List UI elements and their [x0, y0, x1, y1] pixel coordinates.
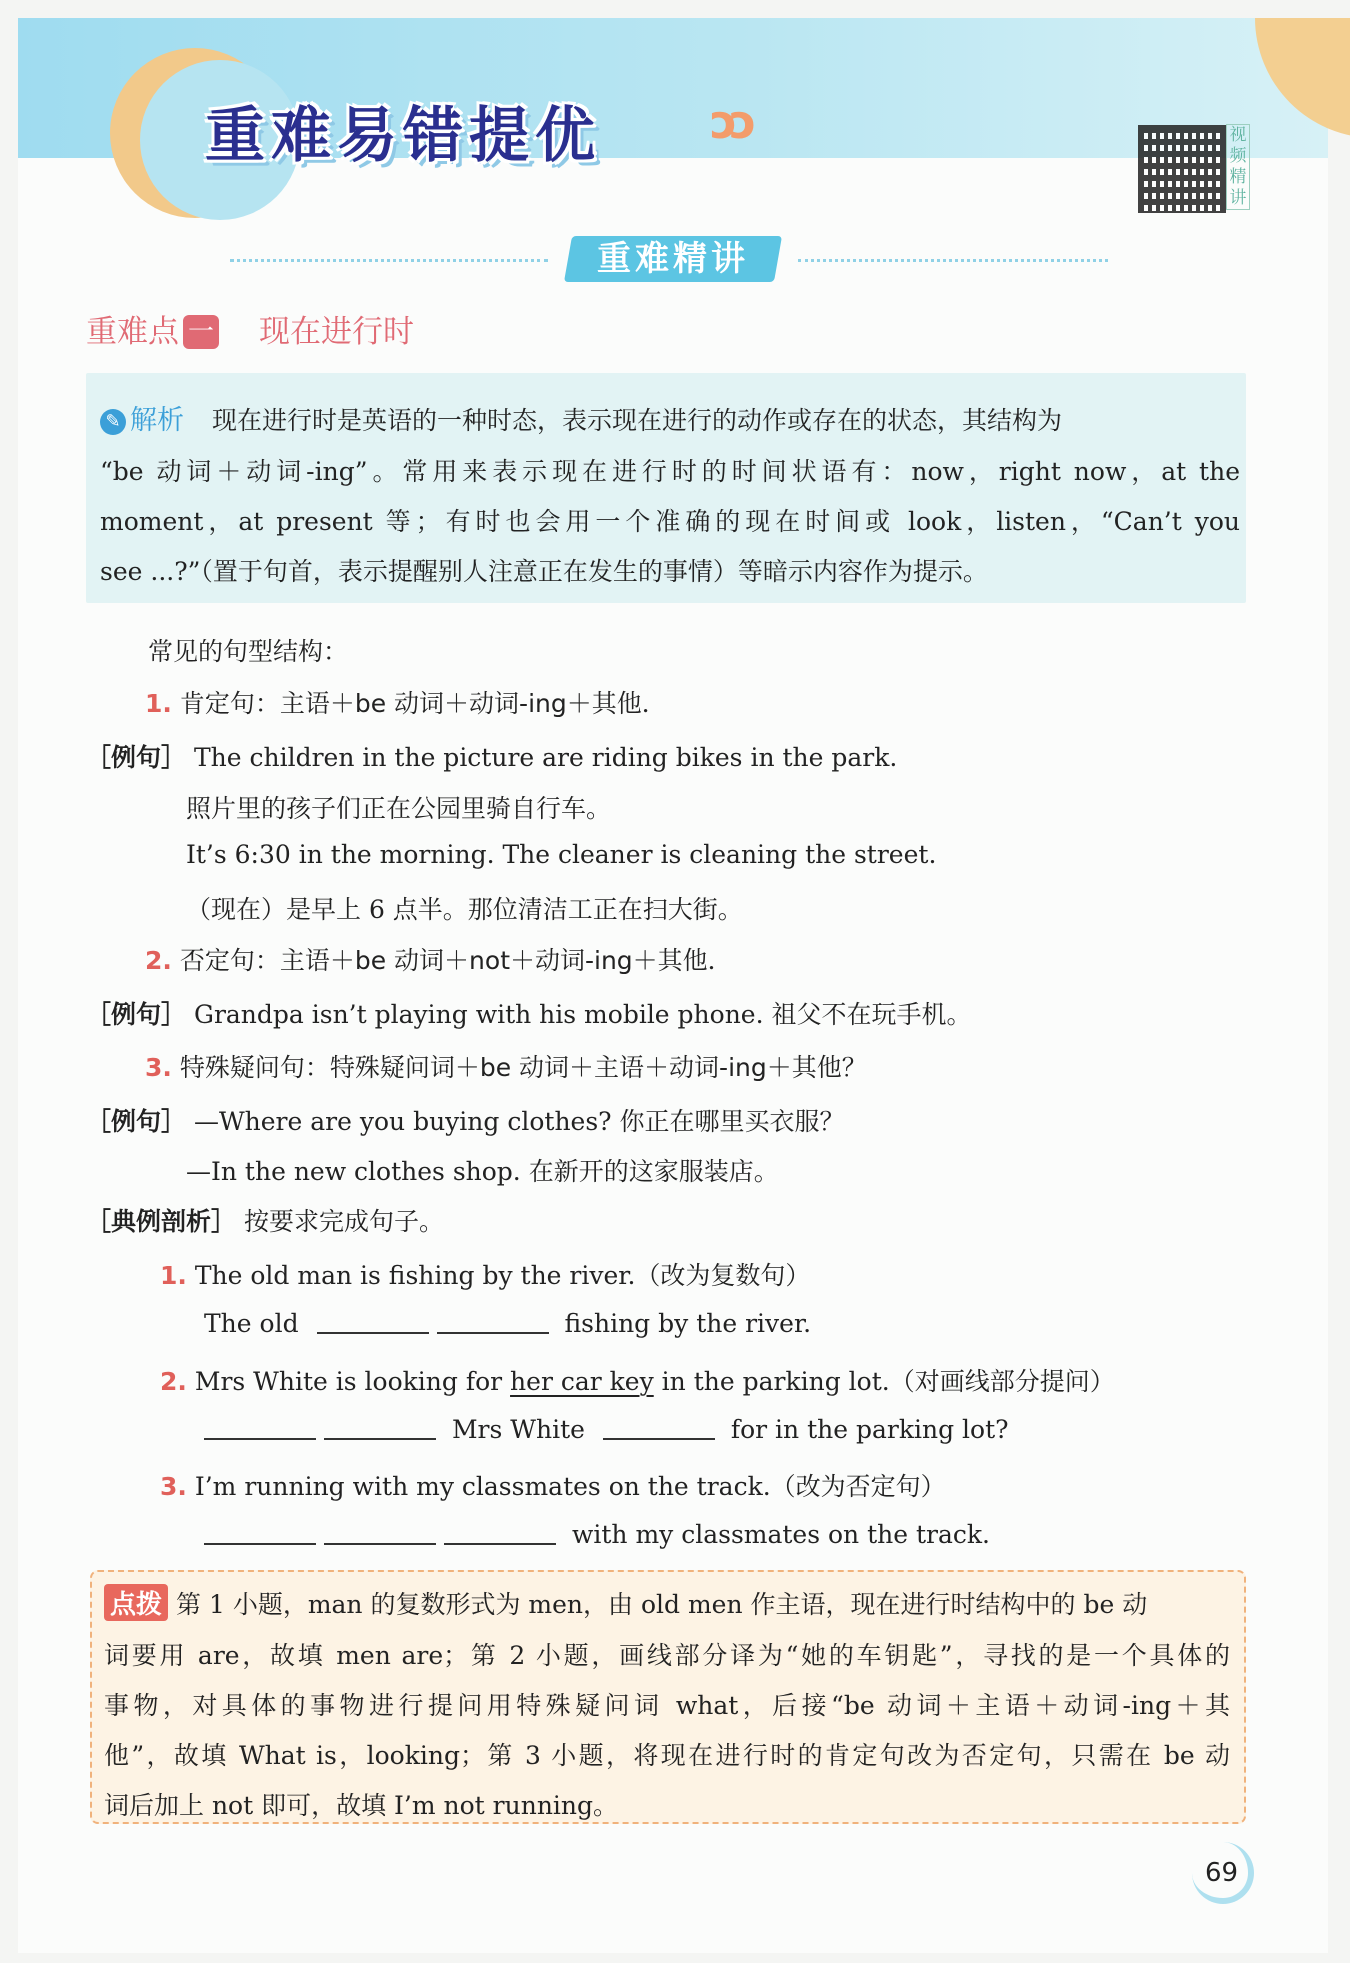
- answer-blank[interactable]: [437, 1308, 549, 1334]
- topic-label: 重难点: [86, 314, 179, 350]
- answer-row-3: [204, 1519, 990, 1549]
- swirl-decoration: ↄↄ: [710, 95, 749, 149]
- pencil-icon: ✎: [100, 409, 126, 435]
- example-cn-2: （现在）是早上 6 点半。那位清洁工正在扫大街。: [186, 895, 743, 924]
- topic-number: 一: [183, 315, 219, 349]
- structure-num: 1.: [145, 689, 172, 718]
- question-text: I’m running with my classmates on the track.（改为否定句）: [194, 1472, 946, 1501]
- answer-blank[interactable]: [317, 1308, 429, 1334]
- structure-num: 2.: [145, 946, 172, 975]
- answer-row-1: [204, 1308, 811, 1338]
- tip-line-3: 事物，对具体的事物进行提问用特殊疑问词 what，后接“be 动词＋主语＋动词-ing＋其: [104, 1691, 1230, 1720]
- structure-text: 肯定句：主语＋be 动词＋动词-ing＋其他．: [179, 689, 667, 718]
- analysis-tag: [100, 405, 184, 436]
- analysis-text-3: moment，at present 等；有时也会用一个准确的现在时间或 look，listen，“Can’t you: [100, 507, 1240, 536]
- underlined-phrase: her car key: [510, 1367, 654, 1396]
- structures-intro: 常见的句型结构：: [148, 637, 349, 666]
- answer-blank[interactable]: [204, 1519, 316, 1545]
- exercise-instruction: 按要求完成句子。: [243, 1207, 444, 1236]
- tip-line-5: 词后加上 not 即可，故填 I’m not running。: [104, 1791, 619, 1820]
- answer-text: with my classmates on the track.: [571, 1520, 990, 1549]
- exercise-tag: ［典例剖析］: [86, 1207, 237, 1236]
- example-text: —Where are you buying clothes? 你正在哪里买衣服？: [193, 1107, 845, 1136]
- tip-text: 第 1 小题，man 的复数形式为 men，由 old men 作主语，现在进行时结构中的 be 动: [176, 1590, 1148, 1619]
- analysis-text-1: 现在进行时是英语的一种时态，表示现在进行的动作或存在的状态，其结构为: [211, 406, 1062, 435]
- answer-blank[interactable]: [204, 1414, 316, 1440]
- example-tag: ［例句］: [86, 1107, 187, 1136]
- tip-line-2: 词要用 are，故填 men are；第 2 小题，画线部分译为“她的车钥匙”，寻找的是一个具体的: [104, 1641, 1230, 1670]
- answer-text: for in the parking lot?: [730, 1415, 1009, 1444]
- structure-item-2: [145, 941, 733, 977]
- chapter-title: 重难易错提优: [205, 101, 601, 171]
- answer-blank[interactable]: [444, 1519, 556, 1545]
- structure-item-1: [145, 684, 667, 720]
- question-2: [160, 1362, 1115, 1398]
- analysis-line-1: [100, 398, 1240, 437]
- example-tag: ［例句］: [86, 1000, 187, 1029]
- qr-code-icon[interactable]: [1138, 125, 1226, 213]
- example-text: Grandpa isn’t playing with his mobile phone. 祖父不在玩手机。: [193, 1000, 972, 1029]
- question-num: 3.: [160, 1472, 187, 1501]
- section-title: 重难精讲: [597, 239, 749, 279]
- structure-num: 3.: [145, 1053, 172, 1082]
- structure-text: 特殊疑问句：特殊疑问词＋be 动词＋主语＋动词-ing＋其他？: [179, 1053, 867, 1082]
- answer-text: The old: [204, 1309, 299, 1338]
- question-num: 2.: [160, 1367, 187, 1396]
- question-text: Mrs White is looking for: [194, 1367, 511, 1396]
- page-number: 69: [1205, 1858, 1239, 1888]
- analysis-tag-text: 解析: [130, 405, 184, 436]
- question-text: in the parking lot.（对画线部分提问）: [653, 1367, 1115, 1396]
- analysis-text-2: “be 动词＋动词-ing”。常用来表示现在进行时的时间状语有：now，right now，at the: [100, 457, 1240, 486]
- dotted-divider-right: [798, 259, 1108, 262]
- example-en-2: It’s 6:30 in the morning. The cleaner is cleaning the street.: [186, 840, 937, 869]
- answer-row-2: [204, 1414, 1009, 1444]
- question-num: 1.: [160, 1261, 187, 1290]
- question-1: [160, 1256, 810, 1292]
- video-label: 视频精讲: [1226, 124, 1250, 210]
- example-row-3: [86, 1102, 845, 1138]
- tip-line-4: 他”，故填 What is，looking；第 3 小题，将现在进行时的肯定句改为否定句，只需在 be 动: [104, 1741, 1230, 1770]
- answer-blank[interactable]: [603, 1414, 715, 1440]
- question-text: The old man is fishing by the river.（改为复数句）: [194, 1261, 811, 1290]
- example-row-2: [86, 995, 972, 1031]
- example-text-5: —In the new clothes shop. 在新开的这家服装店。: [186, 1157, 779, 1186]
- answer-blank[interactable]: [324, 1519, 436, 1545]
- answer-blank[interactable]: [324, 1414, 436, 1440]
- tip-tag: 点拨: [104, 1584, 168, 1621]
- example-tag: ［例句］: [86, 743, 187, 772]
- example-row-1: [86, 738, 897, 774]
- topic-title: 现在进行时: [259, 314, 414, 350]
- structure-item-3: [145, 1048, 867, 1084]
- tip-line-1: [104, 1584, 1230, 1621]
- topic-heading: [86, 306, 414, 351]
- exercise-header: [86, 1202, 444, 1238]
- analysis-text-4: see ...?”（置于句首，表示提醒别人注意正在发生的事情）等暗示内容作为提示。: [100, 557, 988, 586]
- example-cn-1: 照片里的孩子们正在公园里骑自行车。: [186, 794, 612, 823]
- answer-text: fishing by the river.: [564, 1309, 812, 1338]
- dotted-divider-left: [230, 259, 548, 262]
- structure-text: 否定句：主语＋be 动词＋not＋动词-ing＋其他．: [179, 946, 733, 975]
- question-3: [160, 1467, 946, 1503]
- example-en: The children in the picture are riding bikes in the park.: [193, 743, 898, 772]
- answer-text: Mrs White: [451, 1415, 585, 1444]
